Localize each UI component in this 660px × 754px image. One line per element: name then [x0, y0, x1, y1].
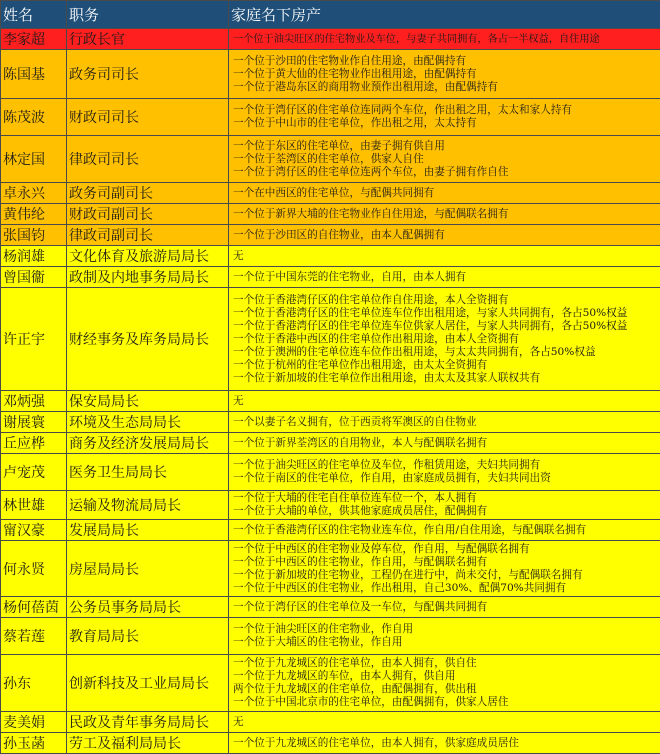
property-item: 一个位于中国东莞的住宅物业，自用，由本人拥有 — [233, 271, 658, 284]
official-name: 黄伟纶 — [1, 204, 67, 225]
official-position: 发展局局长 — [67, 520, 229, 541]
property-list — [229, 136, 660, 183]
official-name: 卓永兴 — [1, 183, 67, 204]
official-name: 林世雄 — [1, 491, 67, 520]
official-position: 律政司副司长 — [67, 225, 229, 246]
table-row — [1, 597, 660, 618]
property-list — [229, 204, 660, 225]
table-row — [1, 246, 660, 267]
table-row — [1, 99, 660, 136]
official-name: 李家超 — [1, 29, 67, 50]
property-item: 一个位于大埔的单位，供其他家庭成员居住，配偶拥有 — [233, 505, 658, 518]
property-item: 两个位于九龙城区的住宅单位，由配偶拥有，供出租 — [233, 683, 658, 696]
property-item: 一个位于九龙城区的住宅单位，由本人拥有，供家庭成员居住 — [233, 737, 658, 750]
property-item: 一个位于南区的住宅单位，作自用，由家庭成员拥有，夫妇共同出资 — [233, 472, 658, 485]
property-item: 一个位于澳洲的住宅单位连车位作出租用途，与太太共同拥有，各占50%权益 — [233, 346, 658, 359]
table-row — [1, 655, 660, 712]
table-row — [1, 520, 660, 541]
property-list — [229, 433, 660, 454]
header-name: 姓名 — [1, 1, 67, 29]
official-position: 环境及生态局局长 — [67, 412, 229, 433]
table-row — [1, 225, 660, 246]
official-position: 财政司司长 — [67, 99, 229, 136]
official-position: 创新科技及工业局局长 — [67, 655, 229, 712]
property-item: 一个在中西区的住宅单位，与配偶共同拥有 — [233, 187, 658, 200]
header-properties: 家庭名下房产 — [229, 1, 660, 29]
official-name: 陈国基 — [1, 50, 67, 99]
property-item: 一个位于香港湾仔区的住宅物业连车位，作自用/自住用途，与配偶联名拥有 — [233, 524, 658, 537]
official-name: 甯汉豪 — [1, 520, 67, 541]
property-item: 一个位于九龙城区的住宅单位，由本人拥有，供自住 — [233, 657, 658, 670]
property-item: 一个位于油尖旺区的住宅物业及车位，与妻子共同拥有，各占一半权益，自住用途 — [233, 33, 658, 46]
property-item: 一个位于东区的住宅单位，由妻子拥有供自用 — [233, 140, 658, 153]
property-item: 一个以妻子名义拥有，位于西贡将军澳区的自住物业 — [233, 416, 658, 429]
table-row — [1, 433, 660, 454]
official-position: 政制及内地事务局局长 — [67, 267, 229, 288]
official-position: 房屋局局长 — [67, 541, 229, 597]
property-list — [229, 29, 660, 50]
table-row — [1, 541, 660, 597]
official-name: 孙东 — [1, 655, 67, 712]
table-row — [1, 391, 660, 412]
property-item: 一个位于新加坡的住宅单位作出租用途，由太太及其家人联权共有 — [233, 372, 658, 385]
official-name: 何永贤 — [1, 541, 67, 597]
property-item: 一个位于沙田的住宅物业作自住用途，由配偶持有 — [233, 55, 658, 68]
property-item: 一个位于湾仔区的住宅单位连同两个车位，作出租之用，太太和家人持有 — [233, 104, 658, 117]
property-item: 一个位于中西区的住宅物业，作自用，与配偶联名拥有 — [233, 556, 658, 569]
property-list — [229, 597, 660, 618]
table-row — [1, 412, 660, 433]
official-name: 麦美娟 — [1, 712, 67, 733]
header-row — [1, 1, 660, 29]
property-list — [229, 491, 660, 520]
table-row — [1, 288, 660, 391]
official-name: 蔡若莲 — [1, 618, 67, 655]
table-row — [1, 454, 660, 491]
table-row — [1, 491, 660, 520]
table-row — [1, 204, 660, 225]
property-list — [229, 618, 660, 655]
official-name: 卢宠茂 — [1, 454, 67, 491]
official-position: 公务员事务局局长 — [67, 597, 229, 618]
property-item: 一个位于新界大埔的住宅物业作自住用途，与配偶联名拥有 — [233, 208, 658, 221]
table-row — [1, 712, 660, 733]
property-item: 无 — [233, 250, 658, 263]
table-row — [1, 29, 660, 50]
property-item: 无 — [233, 395, 658, 408]
property-item: 一个位于油尖旺区的住宅单位及车位，作租赁用途，夫妇共同拥有 — [233, 459, 658, 472]
property-list — [229, 183, 660, 204]
table-row — [1, 618, 660, 655]
property-item: 一个位于中西区的住宅物业，作出租用，自己30%、配偶70%共同拥有 — [233, 582, 658, 595]
table-body — [1, 29, 660, 754]
property-list — [229, 454, 660, 491]
property-item: 一个位于新界荃湾区的自用物业，本人与配偶联名拥有 — [233, 437, 658, 450]
official-name: 孙玉菡 — [1, 733, 67, 754]
official-name: 陈茂波 — [1, 99, 67, 136]
official-name: 杨何蓓茵 — [1, 597, 67, 618]
official-name: 林定国 — [1, 136, 67, 183]
property-item: 一个位于湾仔区的住宅单位及一车位，与配偶共同拥有 — [233, 601, 658, 614]
official-position: 财政司副司长 — [67, 204, 229, 225]
property-item: 一个位于香港湾仔区的住宅单位连车位供家人居住，与家人共同拥有，各占50%权益 — [233, 320, 658, 333]
official-position: 政务司副司长 — [67, 183, 229, 204]
property-item: 一个位于黄大仙的住宅物业作出租用途，由配偶持有 — [233, 68, 658, 81]
property-list — [229, 246, 660, 267]
table-row — [1, 136, 660, 183]
official-name: 谢展寰 — [1, 412, 67, 433]
property-item: 一个位于新加坡的住宅物业，工程仍在进行中，尚未交付，与配偶联名拥有 — [233, 569, 658, 582]
official-position: 教育局局长 — [67, 618, 229, 655]
official-position: 民政及青年事务局局长 — [67, 712, 229, 733]
property-item: 一个位于中国北京市的住宅单位，由配偶拥有，供家人居住 — [233, 696, 658, 709]
property-item: 一个位于大埔的住宅自住单位连车位一个，本人拥有 — [233, 492, 658, 505]
table-row — [1, 733, 660, 754]
property-list — [229, 50, 660, 99]
property-item: 无 — [233, 716, 658, 729]
official-position: 行政长官 — [67, 29, 229, 50]
property-list — [229, 99, 660, 136]
official-position: 劳工及福利局局长 — [67, 733, 229, 754]
property-item: 一个位于香港中西区的住宅单位作出租用途，由本人全资拥有 — [233, 333, 658, 346]
property-item: 一个位于杭州的住宅单位作出租用途，由太太全资拥有 — [233, 359, 658, 372]
property-item: 一个位于香港湾仔区的住宅单位连车位作出租用途，与家人共同拥有，各占50%权益 — [233, 307, 658, 320]
property-list — [229, 225, 660, 246]
official-position: 文化体育及旅游局局长 — [67, 246, 229, 267]
property-list — [229, 412, 660, 433]
table-row — [1, 50, 660, 99]
official-name: 杨润雄 — [1, 246, 67, 267]
table-row — [1, 183, 660, 204]
property-item: 一个位于九龙城区的车位，由本人拥有，供自用 — [233, 670, 658, 683]
official-name: 许正宇 — [1, 288, 67, 391]
official-name: 丘应桦 — [1, 433, 67, 454]
property-item: 一个位于港岛东区的商用物业预作出租用途，由配偶持有 — [233, 81, 658, 94]
property-list — [229, 712, 660, 733]
property-item: 一个位于大埔区的住宅物业，作自用 — [233, 636, 658, 649]
official-position: 运输及物流局局长 — [67, 491, 229, 520]
property-list — [229, 267, 660, 288]
official-name: 邓炳强 — [1, 391, 67, 412]
official-position: 商务及经济发展局局长 — [67, 433, 229, 454]
property-list — [229, 733, 660, 754]
official-position: 财经事务及库务局局长 — [67, 288, 229, 391]
table-row — [1, 267, 660, 288]
header-position: 职务 — [67, 1, 229, 29]
property-item: 一个位于沙田区的自住物业，由本人配偶拥有 — [233, 229, 658, 242]
property-list — [229, 541, 660, 597]
official-name: 张国钧 — [1, 225, 67, 246]
property-list — [229, 391, 660, 412]
property-item: 一个位于香港湾仔区的住宅单位作自住用途，本人全资拥有 — [233, 294, 658, 307]
property-item: 一个位于湾仔区的住宅单位连两个车位，由妻子拥有作自住 — [233, 166, 658, 179]
official-position: 政务司司长 — [67, 50, 229, 99]
property-item: 一个位于中西区的住宅物业及停车位，作自用，与配偶联名拥有 — [233, 543, 658, 556]
official-position: 医务卫生局局长 — [67, 454, 229, 491]
official-position: 保安局局长 — [67, 391, 229, 412]
property-item: 一个位于中山市的住宅单位，作出租之用，太太持有 — [233, 117, 658, 130]
property-item: 一个位于荃湾区的住宅单位，供家人自住 — [233, 153, 658, 166]
property-list — [229, 520, 660, 541]
property-list — [229, 288, 660, 391]
official-name: 曾国衞 — [1, 267, 67, 288]
official-position: 律政司司长 — [67, 136, 229, 183]
property-item: 一个位于油尖旺区的住宅物业，作自用 — [233, 623, 658, 636]
property-list — [229, 655, 660, 712]
